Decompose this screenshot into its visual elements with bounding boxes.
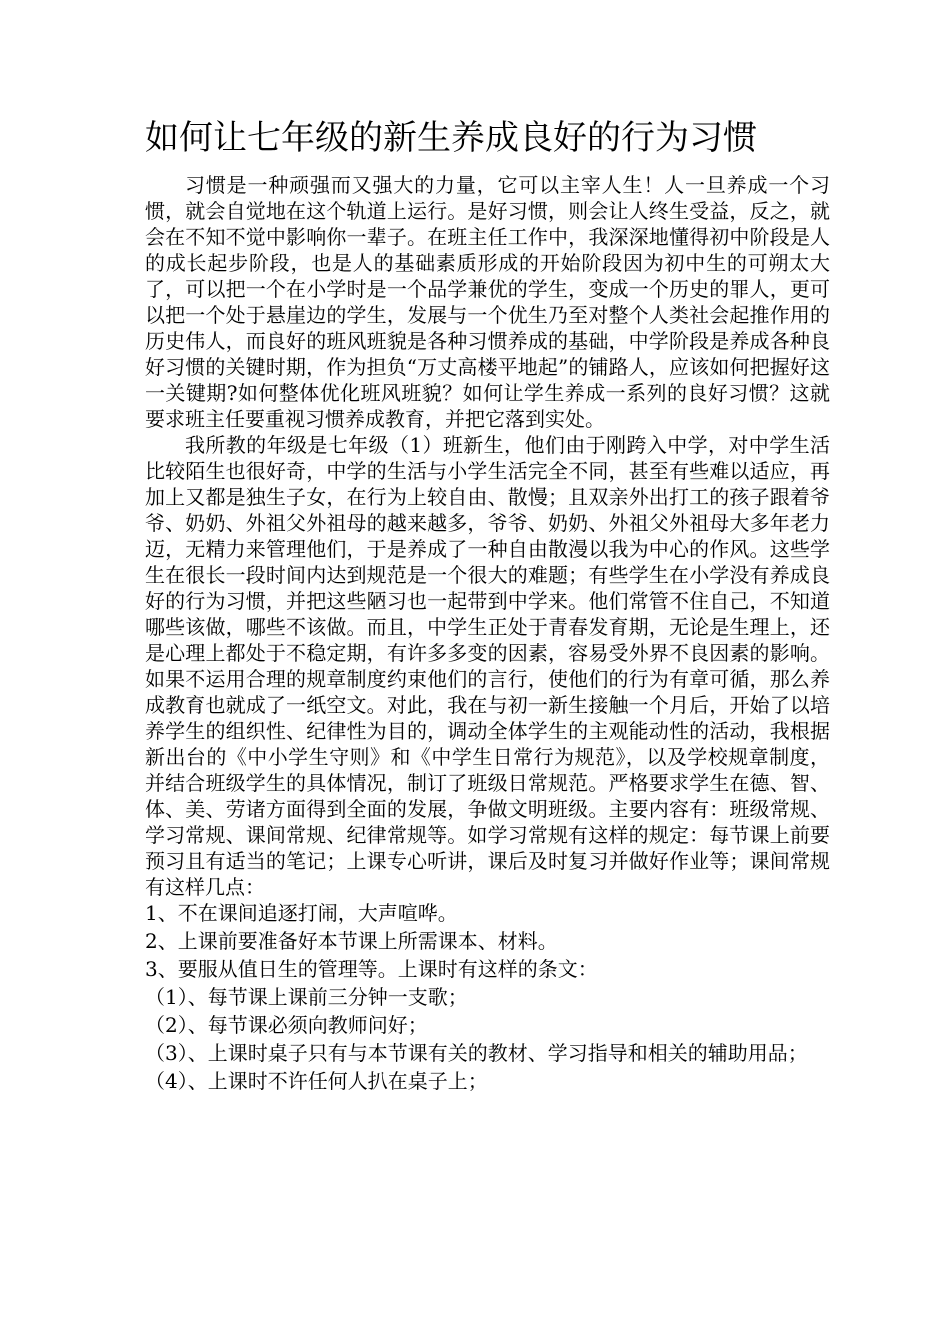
paragraph-intro: 习惯是一种顽强而又强大的力量，它可以主宰人生！人一旦养成一个习惯，就会自觉地在这个轨道上运行。是好习惯，则会让人终生受益，反之，就会在不知不觉中影响你一辈子。在班主任工作中，我深深地懂得初中阶段是人的成长起步阶段，也是人的基础素质形成的开始阶段因为初中生的可朔太大了，可以把一个在小学时是一个品学兼优的学生，变成一个历史的罪人，更可以把一个处于悬崖边的学生，发展与一个优生乃至对整个人类社会起推作用的历史伟人，而良好的班风班貌是各种习惯养成的基础，中学阶段是养成各种良好习惯的关键时期，作为担负“万丈高楼平地起”的铺路人，应该如何把握好这一关键期?如何整体优化班风班貌？如何让学生养成一系列的良好习惯？这就要求班主任要重视习惯养成教育，并把它落到实处。 bbox=[145, 173, 830, 431]
sub-list-item: （1）、每节课上课前三分钟一支歌； bbox=[145, 985, 468, 1009]
sub-list-item: （4）、上课时不许任何人扒在桌子上； bbox=[145, 1069, 488, 1093]
list-item: 2、上课前要准备好本节课上所需课本、材料。 bbox=[145, 929, 558, 953]
list-item: 3、要服从值日生的管理等。上课时有这样的条文： bbox=[145, 957, 598, 981]
paragraph-class-situation: 我所教的年级是七年级（1）班新生，他们由于刚跨入中学，对中学生活比较陌生也很好奇，中学的生活与小学生活完全不同，甚至有些难以适应，再加上又都是独生子女，在行为上较自由、散慢；且双亲外出打工的孩子跟着爷爷、奶奶、外祖父外祖母的越来越多，爷爷、奶奶、外祖父外祖母大多年老力迈，无精力来管理他们，于是养成了一种自由散漫以我为中心的作风。这些学生在很长一段时间内达到规范是一个很大的难题；有些学生在小学没有养成良好的行为习惯，并把这些陋习也一起带到中学来。他们常管不住自己，不知道哪些该做，哪些不该做。而且，中学生正处于青春发育期，无论是生理上，还是心理上都处于不稳定期，有许多多变的因素，容易受外界不良因素的影响。如果不运用合理的规章制度约束他们的言行，使他们的行为有章可循，那么养成教育也就成了一纸空文。对此，我在与初一新生接触一个月后，开始了以培养学生的组织性、纪律性为目的，调动全体学生的主观能动性的活动，我根据新出台的《中小学生守则》和《中学生日常行为规范》，以及学校规章制度，并结合班级学生的具体情况，制订了班级日常规范。严格要求学生在德、智、体、美、劳诸方面得到全面的发展，争做文明班级。主要内容有：班级常规、学习常规、课间常规、纪律常规等。如学习常规有这样的规定：每节课上前要预习且有适当的笔记；上课专心听讲，课后及时复习并做好作业等；课间常规有这样几点： bbox=[145, 433, 830, 899]
list-item: 1、不在课间追逐打闹，大声喧哗。 bbox=[145, 901, 458, 925]
sub-list-item: （3）、上课时桌子只有与本节课有关的教材、学习指导和相关的辅助用品； bbox=[145, 1041, 808, 1065]
document-title: 如何让七年级的新生养成良好的行为习惯 bbox=[145, 118, 757, 158]
document-page bbox=[145, 108, 830, 1096]
sub-list-item: （2）、每节课必须向教师问好； bbox=[145, 1013, 428, 1037]
